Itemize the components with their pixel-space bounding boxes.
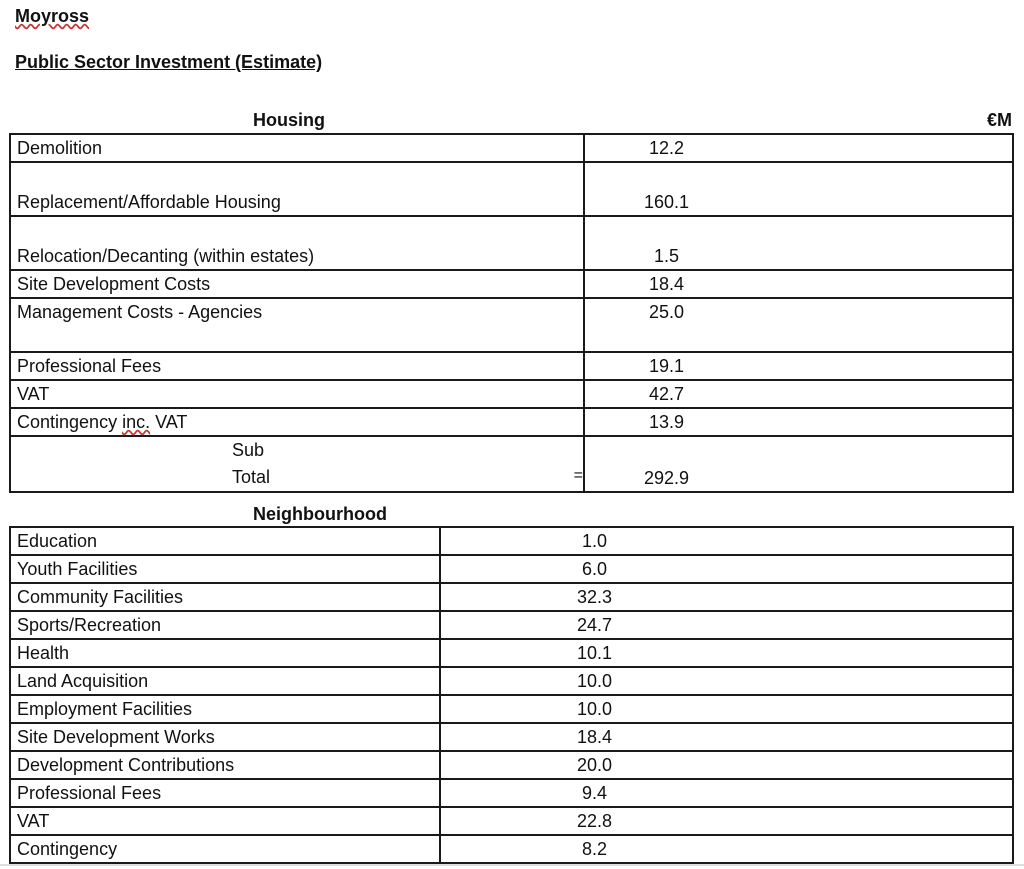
table-row [10, 835, 1013, 863]
row-value: 10.0 [440, 667, 1013, 695]
row-value: 20.0 [440, 751, 1013, 779]
neighbourhood-heading: Neighbourhood [253, 504, 387, 524]
row-label: Replacement/Affordable Housing [10, 162, 584, 216]
row-value: 12.2 [584, 134, 1013, 162]
row-value: 10.1 [440, 639, 1013, 667]
table-row [10, 751, 1013, 779]
row-value: 10.0 [440, 695, 1013, 723]
row-value: 160.1 [584, 162, 1013, 216]
label-prefix: Contingency [17, 412, 123, 432]
table-row [10, 555, 1013, 583]
row-value: 18.4 [584, 270, 1013, 298]
neighbourhood-table [9, 526, 1014, 864]
table-row [10, 270, 1013, 298]
housing-table [9, 133, 1014, 493]
label-suffix: VAT [150, 412, 188, 432]
table-row [10, 611, 1013, 639]
row-label: Site Development Works [10, 723, 440, 751]
table-row [10, 527, 1013, 555]
table-row [10, 583, 1013, 611]
document-title: Moyross [15, 6, 90, 26]
row-label: VAT [10, 380, 584, 408]
table-row [10, 380, 1013, 408]
table-row [10, 216, 1013, 270]
row-label: Contingency [10, 835, 440, 863]
equals-sign: = [573, 467, 583, 484]
housing-heading: Housing [253, 110, 325, 130]
row-label: Youth Facilities [10, 555, 440, 583]
row-value: 1.5 [584, 216, 1013, 270]
row-label: Community Facilities [10, 583, 440, 611]
subtotal-line2: Total [232, 467, 271, 487]
row-value: 9.4 [440, 779, 1013, 807]
row-label: Management Costs - Agencies [10, 298, 584, 352]
row-label [10, 408, 584, 436]
subtotal-value: 292.9 [584, 436, 1013, 492]
row-label: Education [10, 527, 440, 555]
row-label: Site Development Costs [10, 270, 584, 298]
page-bottom-divider [0, 864, 1024, 866]
row-value: 18.4 [440, 723, 1013, 751]
table-row [10, 408, 1013, 436]
subtotal-line1: Sub [232, 440, 265, 460]
table-row [10, 639, 1013, 667]
row-label: Employment Facilities [10, 695, 440, 723]
table-row [10, 667, 1013, 695]
row-label: Professional Fees [10, 352, 584, 380]
row-value: 8.2 [440, 835, 1013, 863]
table-row [10, 779, 1013, 807]
row-label: Development Contributions [10, 751, 440, 779]
table-row [10, 352, 1013, 380]
table-row [10, 162, 1013, 216]
table-row [10, 695, 1013, 723]
row-value: 32.3 [440, 583, 1013, 611]
table-row [10, 807, 1013, 835]
table-row [10, 723, 1013, 751]
subtotal-label [10, 436, 584, 492]
row-label: VAT [10, 807, 440, 835]
table-row [10, 298, 1013, 352]
currency-unit-label: €M [986, 110, 1012, 130]
row-label: Professional Fees [10, 779, 440, 807]
row-value: 19.1 [584, 352, 1013, 380]
row-label: Health [10, 639, 440, 667]
row-label: Demolition [10, 134, 584, 162]
row-value: 6.0 [440, 555, 1013, 583]
row-label: Sports/Recreation [10, 611, 440, 639]
spellcheck-word: inc. [122, 412, 151, 432]
row-label: Land Acquisition [10, 667, 440, 695]
row-value: 22.8 [440, 807, 1013, 835]
document-subtitle: Public Sector Investment (Estimate) [15, 52, 323, 72]
row-value: 25.0 [584, 298, 1013, 352]
table-row [10, 134, 1013, 162]
row-value: 42.7 [584, 380, 1013, 408]
row-value: 24.7 [440, 611, 1013, 639]
row-value: 1.0 [440, 527, 1013, 555]
subtotal-row [10, 436, 1013, 492]
row-label: Relocation/Decanting (within estates) [10, 216, 584, 270]
row-value: 13.9 [584, 408, 1013, 436]
